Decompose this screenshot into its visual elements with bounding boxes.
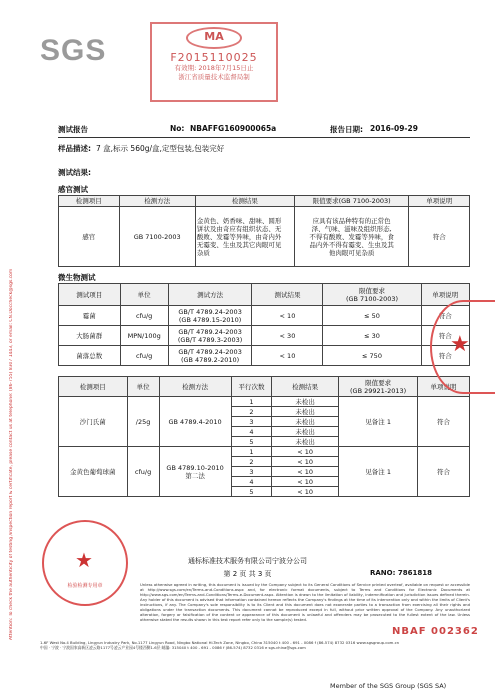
micro-title: 微生物测试 xyxy=(58,273,96,282)
result-label: 测试结果: xyxy=(58,168,91,177)
micro-method-line: (GB/T 4789.3-2003) xyxy=(177,335,243,344)
inspection-stamp-right: ★ xyxy=(430,300,495,394)
pathogen-result: 未检出 xyxy=(272,407,339,417)
micro-note: 符合 xyxy=(421,326,470,346)
sensory-result xyxy=(195,207,294,267)
report-no-value: NBAFFG160900065a xyxy=(190,124,277,133)
report-date-value: 2016-09-29 xyxy=(370,124,418,133)
pathogen-table xyxy=(58,376,470,497)
pathogen-header-limit xyxy=(339,377,418,397)
pathogen-header-item: 检测项目 xyxy=(59,377,128,397)
pathogen-parallel: 3 xyxy=(231,417,272,427)
table-row xyxy=(59,397,470,407)
micro-note: 符合 xyxy=(421,346,470,366)
pathogen-item: 金黄色葡萄球菌 xyxy=(59,447,128,497)
pathogen-note: 符合 xyxy=(418,397,470,447)
micro-header-limit xyxy=(323,284,421,306)
micro-item: 大肠菌群 xyxy=(59,326,121,346)
pathogen-parallel: 5 xyxy=(231,487,272,497)
sensory-result-line: 杂质 xyxy=(196,248,210,257)
micro-result: < 10 xyxy=(252,306,323,326)
micro-item: 菌落总数 xyxy=(59,346,121,366)
inspection-stamp-bottom: ★ 检验检测专用章 xyxy=(42,520,128,606)
cma-number: F2015110025 xyxy=(170,51,258,64)
pathogen-header-parallel: 平行次数 xyxy=(231,377,272,397)
table-row xyxy=(59,207,470,267)
micro-header-limit-line: 限值要求 xyxy=(358,286,385,295)
micro-unit: cfu/g xyxy=(120,346,168,366)
pathogen-method-line: GB 4789.10-2010 xyxy=(166,463,224,472)
pathogen-result: 未检出 xyxy=(272,437,339,447)
footer-rano: RANO: 7861818 xyxy=(370,569,432,577)
nbaf-number xyxy=(392,626,479,637)
pathogen-header-limit-std: (GB 29921-2013) xyxy=(350,386,407,395)
pathogen-header-unit: 单位 xyxy=(127,377,159,397)
micro-method xyxy=(168,346,252,366)
report-no-label: No: xyxy=(170,124,185,133)
micro-method-line: GB/T 4789.24-2003 xyxy=(178,347,242,356)
sgs-member-text: Member of the SGS Group (SGS SA) xyxy=(330,682,447,690)
micro-method xyxy=(168,326,252,346)
micro-header-result: 测试结果 xyxy=(252,284,323,306)
sensory-result-line: 金黄色、奶香味、甜味、圆形 xyxy=(196,216,282,225)
table-row xyxy=(59,306,470,326)
pathogen-method xyxy=(159,447,231,497)
footer-address xyxy=(40,640,460,656)
pathogen-parallel: 1 xyxy=(231,447,272,457)
pathogen-result: 未检出 xyxy=(272,397,339,407)
sensory-header-limit: 限值要求(GB 7100-2003) xyxy=(294,196,409,207)
sample-label: 样品描述: xyxy=(58,144,91,153)
pathogen-item: 沙门氏菌 xyxy=(59,397,128,447)
pathogen-header-result: 检测结果 xyxy=(272,377,339,397)
micro-note: 符合 xyxy=(421,306,470,326)
sensory-limit-line: 他肉眼可见杂质 xyxy=(328,248,375,257)
cma-issuer: 浙江省质量技术监督局制 xyxy=(178,73,250,81)
pathogen-result: < 10 xyxy=(272,477,339,487)
pathogen-parallel: 5 xyxy=(231,437,272,447)
address-en: 1-6F West No.4 Building, Lingyun Industry Park, No.1177 Lingyun Road, Ningbo National Hi-Tech Zone, Ningbo, China 315040 t 400 - 691 - 0086 f (86-574) 8732 0316 www.sgsgroup.com.cn xyxy=(40,640,400,645)
sensory-note: 符合 xyxy=(409,207,470,267)
pathogen-header-limit-line: 限值要求 xyxy=(365,378,392,387)
sensory-title: 感官测试 xyxy=(58,185,88,194)
micro-item: 霉菌 xyxy=(59,306,121,326)
micro-limit: ≤ 50 xyxy=(323,306,421,326)
address-cn: 中国 · 宁波 · 宁波国家高新区凌云路1177号凌云产业园4号楼西侧1-6层 邮编: 315040 t 400 - 691 - 0086 f (86-574) 8732 0316 e sgs.china@sgs.com xyxy=(40,645,306,650)
micro-header-note: 单项说明 xyxy=(421,284,470,306)
micro-method-line: GB/T 4789.24-2003 xyxy=(178,327,242,336)
pathogen-parallel: 4 xyxy=(231,477,272,487)
sensory-result-line: 酸败、发霉等异味，由奇内外 xyxy=(196,232,282,241)
table-row xyxy=(59,326,470,346)
pathogen-result: < 10 xyxy=(272,467,339,477)
pathogen-parallel: 4 xyxy=(231,427,272,437)
sensory-header-item: 检测项目 xyxy=(59,196,120,207)
pathogen-parallel: 1 xyxy=(231,397,272,407)
sensory-limit-line: 泽、气味、滋味及组织形态, xyxy=(311,224,392,233)
footer-company: 通标标准技术服务有限公司宁波分公司 xyxy=(188,557,307,565)
sensory-header-method: 检测方法 xyxy=(119,196,195,207)
sgs-logo: SGS xyxy=(40,34,107,67)
pathogen-note: 符合 xyxy=(418,447,470,497)
micro-header-unit: 单位 xyxy=(120,284,168,306)
micro-result: < 10 xyxy=(252,346,323,366)
micro-method-line: (GB 4789.15-2010) xyxy=(178,315,242,324)
micro-header-item: 测试项目 xyxy=(59,284,121,306)
cma-badge: MA xyxy=(186,27,242,49)
footer-page: 第 2 页 共 3 页 xyxy=(223,570,272,578)
micro-unit: MPN/100g xyxy=(120,326,168,346)
micro-limit: ≤ 750 xyxy=(323,346,421,366)
sensory-method: GB 7100-2003 xyxy=(119,207,195,267)
authenticity-side-text: Attention: To check the authenticity of testing /inspection report & certificate, please contact us at telephone: (86-755) 8307 1443, or email: CN.Doccheck@sgs.com xyxy=(9,268,14,640)
pathogen-result: 未检出 xyxy=(272,427,339,437)
micro-result: < 30 xyxy=(252,326,323,346)
sensory-limit-line: 品内外不得有霉变、生虫及其 xyxy=(309,240,394,249)
stamp-text: 检验检测专用章 xyxy=(67,583,103,589)
pathogen-result: < 10 xyxy=(272,447,339,457)
micro-unit: cfu/g xyxy=(120,306,168,326)
table-row xyxy=(59,447,470,457)
pathogen-limit: 见备注 1 xyxy=(339,397,418,447)
micro-method-line: GB/T 4789.24-2003 xyxy=(178,307,242,316)
pathogen-method-line: 第二法 xyxy=(185,471,205,480)
sample-value: 7 盒,标示 560g/盒,定型包装,包装完好 xyxy=(96,144,225,153)
report-label: 测试报告 xyxy=(58,125,88,134)
pathogen-result: < 10 xyxy=(272,457,339,467)
pathogen-parallel: 3 xyxy=(231,467,272,477)
footer-terms: Unless otherwise agreed in writing, this document is issued by the Company subject to its General Conditions of Service printed overleaf, available on request or accessible at http://www.sgs.com/en/Terms-and-Conditions.aspx and, for electronic format documents, subject to Terms and Conditions for Electronic Documents at http://www.sgs.com/en/Terms-and-Conditions/Terms-e-Document.aspx. Attention is drawn to the limitation of liability, indemnification and jurisdiction issues defined therein. Any holder of this document is advised that information contained hereon reflects the Company's findings at the time of its intervention only and within the limits of Client's instructions, if any. The Company's sole responsibility is to its Client and this document does not exonerate parties to a transaction from exercising all their rights and obligations under the transaction documents. This document cannot be reproduced except in full, without prior written approval of the Company. Any unauthorized alteration, forgery or falsification of the content or appearance of this document is unlawful and offenders may be prosecuted to the fullest extent of the law. Unless otherwise stated the results shown in this test report refer only to the sample(s) tested. xyxy=(140,582,470,622)
micro-method-line: (GB 4789.2-2010) xyxy=(180,355,240,364)
sensory-item: 感官 xyxy=(59,207,120,267)
micro-header-limit-std: (GB 7100-2003) xyxy=(345,294,399,303)
nbaf-label: NBAF xyxy=(392,626,427,637)
header-divider xyxy=(58,137,470,138)
pathogen-unit: /25g xyxy=(127,397,159,447)
micro-method xyxy=(168,306,252,326)
pathogen-limit: 见备注 1 xyxy=(339,447,418,497)
pathogen-result: 未检出 xyxy=(272,417,339,427)
report-date-label: 报告日期: xyxy=(330,125,363,134)
pathogen-header-method: 检测方法 xyxy=(159,377,231,397)
cma-stamp xyxy=(150,22,278,102)
sensory-limit-line: 不得有酸败、发霉等异味，食 xyxy=(309,232,394,241)
sensory-limit xyxy=(294,207,409,267)
micro-header-method: 测试方法 xyxy=(168,284,252,306)
pathogen-result: < 10 xyxy=(272,487,339,497)
pathogen-method: GB 4789.4-2010 xyxy=(159,397,231,447)
sensory-limit-line: 应具有该品种特有的正常色 xyxy=(312,216,391,225)
micro-table xyxy=(58,283,470,366)
micro-limit: ≤ 30 xyxy=(323,326,421,346)
cma-validity: 有效期: 2018年7月15日止 xyxy=(174,64,254,72)
sensory-header-result: 检测结果 xyxy=(195,196,294,207)
table-row xyxy=(59,346,470,366)
pathogen-parallel: 2 xyxy=(231,457,272,467)
sensory-result-line: 无霉变、生虫及其它肉眼可见 xyxy=(196,240,282,249)
nbaf-value: 002362 xyxy=(431,626,479,637)
sensory-header-note: 单项说明 xyxy=(409,196,470,207)
pathogen-unit: cfu/g xyxy=(127,447,159,497)
sensory-table xyxy=(58,195,470,267)
pathogen-parallel: 2 xyxy=(231,407,272,417)
pathogen-header-note: 单项说明 xyxy=(418,377,470,397)
sensory-result-line: 饼状及由奇应有组织状态、无 xyxy=(196,224,282,233)
